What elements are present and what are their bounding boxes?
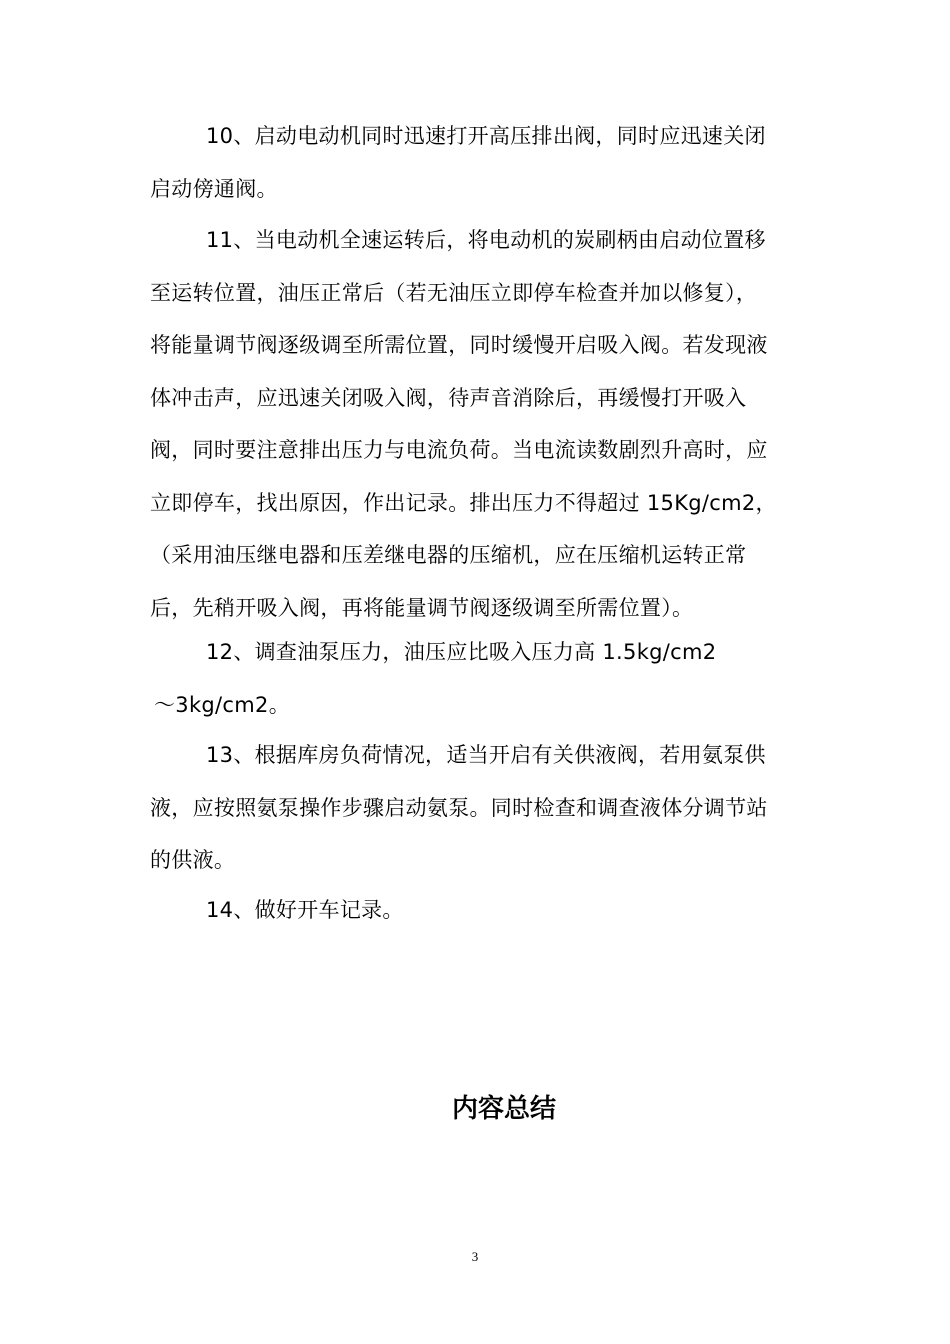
paragraph-line: 12、调查油泵压力，油压应比吸入压力高 1.5kg/cm2	[206, 640, 717, 664]
paragraph-line: 13、根据库房负荷情况，适当开启有关供液阀，若用氨泵供	[206, 743, 766, 767]
paragraph-line: 14、做好开车记录。	[206, 898, 404, 922]
paragraph-line: 11、当电动机全速运转后，将电动机的炭刷柄由启动位置移	[206, 228, 766, 252]
paragraph-14	[150, 884, 802, 937]
paragraph-line: 立即停车，找出原因，作出记录。排出压力不得超过 15Kg/cm2，	[150, 490, 777, 515]
summary-title: 内容总结	[451, 1094, 556, 1124]
paragraph-line: （采用油压继电器和压差继电器的压缩机，应在压缩机运转正常	[150, 543, 747, 567]
page-number: 3	[471, 1249, 479, 1264]
paragraph-13	[150, 729, 802, 887]
paragraph-line: 10、启动电动机同时迅速打开高压排出阀，同时应迅速关闭	[206, 124, 766, 148]
paragraph-12	[150, 626, 802, 731]
paragraph-line: 体冲击声，应迅速关闭吸入阀，待声音消除后，再缓慢打开吸入	[150, 385, 747, 410]
paragraph-line: 后，先稍开吸入阀，再将能量调节阀逐级调至所需位置）。	[150, 595, 694, 620]
paragraph-line: 至运转位置，油压正常后（若无油压立即停车检查并加以修复），	[150, 280, 758, 305]
paragraph-line: 启动傍通阀。	[150, 176, 278, 201]
paragraph-10	[150, 110, 802, 215]
paragraph-line: 的供液。	[150, 848, 236, 872]
paragraph-line: 将能量调节阀逐级调至所需位置，同时缓慢开启吸入阀。若发现液	[150, 333, 768, 357]
paragraph-line: ～3kg/cm2。	[154, 692, 290, 717]
paragraph-11	[150, 214, 802, 634]
paragraph-line: 液，应按照氨泵操作步骤启动氨泵。同时检查和调查液体分调节站	[150, 795, 768, 820]
paragraph-line: 阀，同时要注意排出压力与电流负荷。当电流读数剧烈升高时，应	[150, 438, 768, 462]
